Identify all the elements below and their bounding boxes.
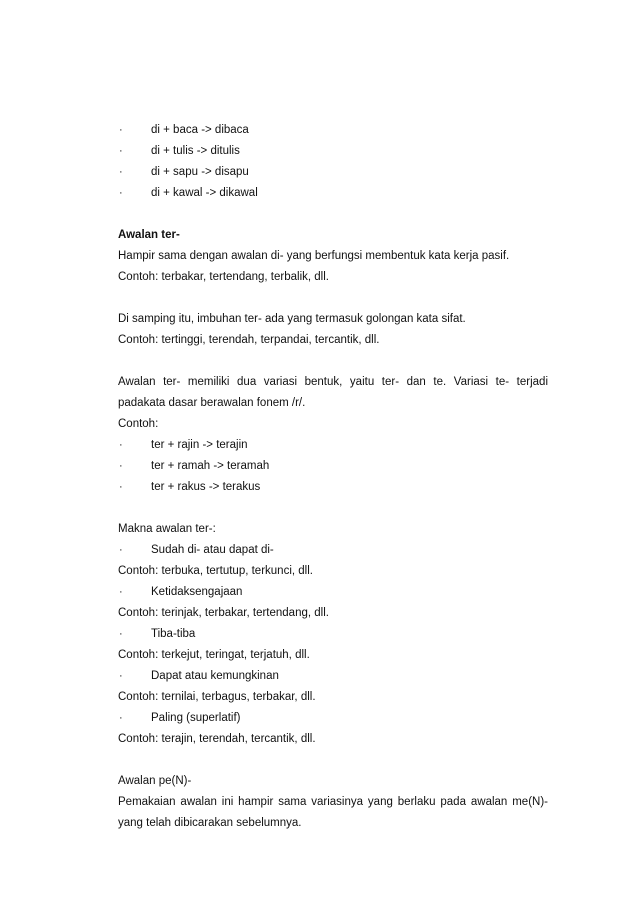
list-item: [118, 183, 548, 204]
paragraph-line: Hampir sama dengan awalan di- yang berfungsi membentuk kata kerja pasif.: [118, 250, 510, 262]
example-line: Contoh: terinjak, terbakar, tertendang, dll.: [118, 607, 329, 619]
paragraph-line: yang telah dibicarakan sebelumnya.: [118, 817, 302, 829]
example-line: Contoh: ternilai, terbagus, terbakar, dll.: [118, 691, 316, 703]
list-item: [118, 435, 548, 456]
list-item-text: di + sapu -> disapu: [151, 166, 249, 178]
example-line: Contoh: tertinggi, terendah, terpandai, tercantik, dll.: [118, 334, 380, 346]
list-item-text: ter + rakus -> terakus: [151, 481, 261, 493]
bullet-icon: ·: [119, 712, 123, 724]
list-item-text: di + kawal -> dikawal: [151, 187, 258, 199]
list-item: [118, 120, 548, 141]
example-line: Contoh: terajin, terendah, tercantik, dll.: [118, 733, 316, 745]
bullet-icon: ·: [119, 145, 123, 157]
list-item-text: Sudah di- atau dapat di-: [151, 544, 274, 556]
list-item: [118, 477, 548, 498]
list-item-text: ter + ramah -> teramah: [151, 460, 270, 472]
list-item-text: di + baca -> dibaca: [151, 124, 249, 136]
list-item: [118, 141, 548, 162]
paragraph-line: Pemakaian awalan ini hampir sama variasinya yang berlaku pada awalan me(N)-: [118, 796, 548, 808]
examples-di-list: [118, 120, 548, 204]
examples-ter-list: [118, 435, 548, 498]
list-item: [118, 162, 548, 183]
example-line: Contoh: terbuka, tertutup, terkunci, dll.: [118, 565, 313, 577]
list-item: [118, 540, 548, 561]
section-heading-ter: Awalan ter-: [118, 229, 180, 241]
bullet-icon: ·: [119, 481, 123, 493]
bullet-icon: ·: [119, 628, 123, 640]
bullet-icon: ·: [119, 670, 123, 682]
bullet-icon: ·: [119, 187, 123, 199]
bullet-icon: ·: [119, 166, 123, 178]
makna-list: [118, 540, 548, 750]
bullet-icon: ·: [119, 124, 123, 136]
list-item-text: Ketidaksengajaan: [151, 586, 243, 598]
document-body: [118, 120, 548, 834]
list-item-text: ter + rajin -> terajin: [151, 439, 248, 451]
example-line: Contoh: terkejut, teringat, terjatuh, dll.: [118, 649, 310, 661]
bullet-icon: ·: [119, 544, 123, 556]
list-item: [118, 456, 548, 477]
list-item-text: di + tulis -> ditulis: [151, 145, 240, 157]
section-heading-pen: Awalan pe(N)-: [118, 775, 192, 787]
paragraph-line: Di samping itu, imbuhan ter- ada yang termasuk golongan kata sifat.: [118, 313, 466, 325]
list-item: [118, 624, 548, 645]
list-item: [118, 708, 548, 729]
list-item-text: Paling (superlatif): [151, 712, 241, 724]
bullet-icon: ·: [119, 586, 123, 598]
example-line: Contoh: terbakar, tertendang, terbalik, dll.: [118, 271, 329, 283]
bullet-icon: ·: [119, 439, 123, 451]
list-item: [118, 582, 548, 603]
bullet-icon: ·: [119, 460, 123, 472]
example-label: Contoh:: [118, 418, 159, 430]
list-item-text: Tiba-tiba: [151, 628, 196, 640]
section-heading-makna: Makna awalan ter-:: [118, 523, 216, 535]
list-item: [118, 666, 548, 687]
paragraph-line: Awalan ter- memiliki dua variasi bentuk, yaitu ter- dan te. Variasi te- terjadi: [118, 376, 548, 388]
paragraph-line: padakata dasar berawalan fonem /r/.: [118, 397, 306, 409]
list-item-text: Dapat atau kemungkinan: [151, 670, 279, 682]
